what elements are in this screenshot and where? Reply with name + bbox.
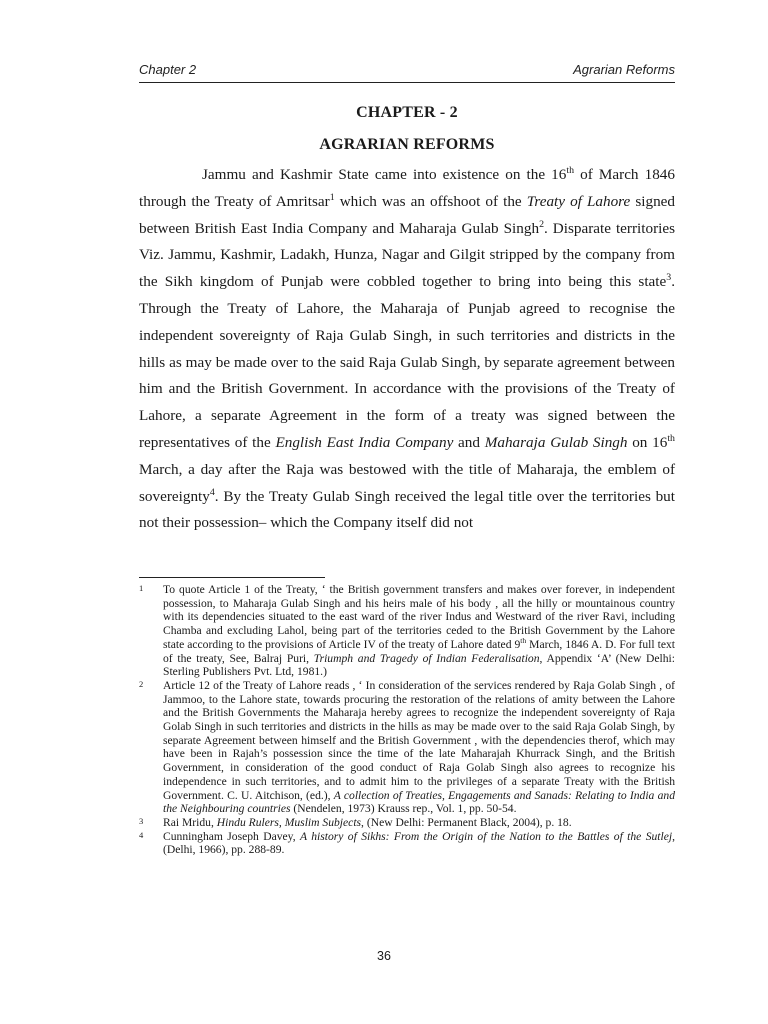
footnote-ref-3[interactable]: 3 [666,272,672,284]
footnote-1: 1 To quote Article 1 of the Treaty, ‘ the British government transfers and makes over forever, in independent possession, to Maharaja Gulab Singh and his heirs male of his body , all the hilly or mountainous country with its dependencies situated to the east ward of the river Indus and Westward of the river Ravi, including Chamba and excluding Lahol, being part of the territories ceded to the British Government by the Lahore state according to the provisions of Article IV of the treaty of Lahore dated 9th March, 1846 A. D. For full text of the treaty, See, Balraj Puri, Triumph and Tragedy of Indian Federalisation, Appendix ‘A’ (New Delhi: Sterling Publishers Pvt. Ltd, 1981.) [139,583,675,679]
header-title: Agrarian Reforms [573,62,675,77]
footnotes [139,583,675,857]
footnote-mark: 2 [139,678,144,689]
footnote-separator [139,577,325,578]
body-text [139,162,675,537]
chapter-title: AGRARIAN REFORMS [319,136,495,153]
body-paragraph: Jammu and Kashmir State came into existence on the 16th of March 1846 through the Treaty of Amritsar$^1$ which was an offshoot of the Treaty of Lahore signed between British East India Company and Maharaja Gulab Singh$^2$. Disparate territories Viz. Jammu, Kashmir, Ladakh, Hunza, Nagar and Gilgit stripped by the company from the Sikh kingdom of Punjab were cobbled together to bring into being this state$^3$. Through the Treaty of Lahore, the Maharaja of Punjab agreed to recognise the independent sovereignty of Raja Gulab Singh, in such territories and districts in the hills as may be made over to the said Raja Gulab Singh, by separate agreement between him and the British Government. In accordance with the provisions of the Treaty of Lahore, a separate Agreement in the form of a treaty was signed between the representatives of the English East India Company and Maharaja Gulab Singh on 16th March, a day after the Raja was bestowed with the title of Maharaja, the emblem of sovereignty$^4$. By the Treaty Gulab Singh received the legal title over the territories but not their possession– which the Company itself did not [139,164,676,532]
footnote-4: 4 Cunningham Joseph Davey, A history of Sikhs: From the Origin of the Nation to the Battles of the Sutlej, (Delhi, 1966), pp. 288-89. [139,829,675,857]
footnote-mark: 3 [139,815,144,826]
footnote-3: 3 Rai Mridu, Hindu Rulers, Muslim Subjects, (New Delhi: Permanent Black, 2004), p. 18. [139,815,572,829]
footnote-ref-1[interactable]: 1 [329,191,335,203]
page-number: 36 [377,949,391,963]
footnote-mark: 1 [139,583,144,593]
footnote-ref-4[interactable]: 4 [209,486,215,498]
footnote-mark: 4 [139,829,144,840]
header-chapter: Chapter 2 [139,62,197,77]
footnote-2: 2 Article 12 of the Treaty of Lahore reads , ‘ In consideration of the services rendered by Raja Golab Singh , of Jammoo, to the Lahore state, towards procuring the restoration of the relations of amity between the Lahore and the British Governments the Maharaja hereby agrees to recognize the independent sovereignty of Raja Golab Singh in such territories and districts in the hills as may be made over to the said Raja Golab Singh, by separate Agreement between himself and the British Government , with the dependencies therof, which may have been in Rajah’s possession since the time of the late Maharajah Khurrack Singh, and the British Government, in consideration of the good conduct of Raja Golab Singh also agrees to recognize his independence in such territories, and to admit him to the privileges of a separate Treaty with the British Government. C. U. Aitchison, (ed.), A collection of Treaties, Engagements and Sanads: Relating to India and the Neighbouring countries (Nendelen, 1973) Krauss rep., Vol. 1, pp. 50-54. [139,678,675,816]
chapter-number: CHAPTER - 2 [356,104,458,121]
footnote-ref-2[interactable]: 2 [539,218,544,230]
running-header [139,60,675,83]
